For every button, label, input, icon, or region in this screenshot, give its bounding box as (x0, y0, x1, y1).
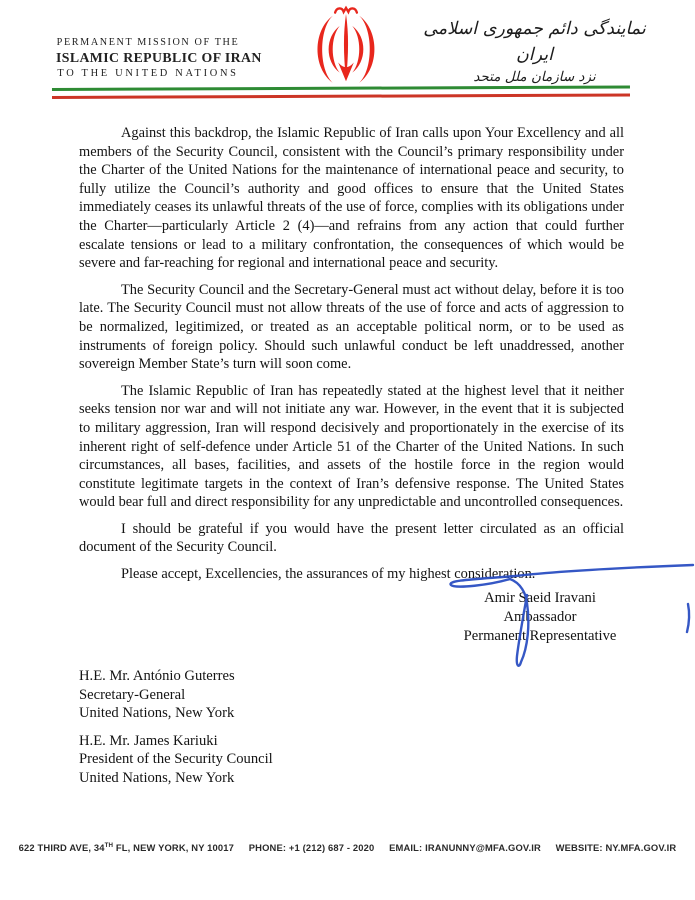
signer-name: Amir Saeid Iravani (484, 590, 596, 606)
mission-line-1: PERMANENT MISSION OF THE (56, 37, 240, 48)
letter-body (79, 124, 624, 592)
addressee-title: President of the Security Council (79, 751, 273, 768)
paragraph-2: The Security Council and the Secretary-General must act without delay, before it is too late. The Security Council must not allow threats of the use of force and acts of aggression to be normalized, legitimized, or treated as an acceptable political norm, or to be used as instruments of foreign policy. Should such unlawful conduct be left unaddressed, another sovereign Member State’s turn will soon come. (79, 281, 624, 373)
addressee-secretary-general (79, 667, 273, 723)
addressee-title: Secretary-General (79, 686, 186, 703)
footer-website: WEBSITE: NY.MFA.GOV.IR (555, 842, 677, 853)
mission-name-farsi-block (422, 16, 647, 85)
rule-red (52, 93, 630, 99)
addressee-security-council-president (79, 732, 273, 788)
mission-line-2: ISLAMIC REPUBLIC OF IRAN (56, 50, 262, 65)
mission-name-block (56, 37, 262, 79)
signer-title-1: Ambassador (503, 609, 577, 625)
letterhead-footer (0, 842, 695, 853)
paragraph-1: Against this backdrop, the Islamic Republic of Iran calls upon Your Excellency and all members of the Security Council, consistent with the Council’s primary responsibility under the Charter of the United Nations for the maintenance of international peace and security, to fully utilize the Council’s authority and good offices to ensure that the United States immediately ceases its unlawful threats of the use of force, complies with its obligations under the Charter—particularly Article 2 (4)—and refrains from any action that could further escalate tensions or lead to a military confrontation, the consequences of which would be severe and far-reaching for regional and international peace and security. (79, 125, 624, 272)
footer-address: 622 THIRD AVE, 34TH FL, NEW YORK, NY 10017 (18, 842, 235, 853)
farsi-line-2: نزد سازمان ملل متحد (473, 68, 596, 85)
rule-green (52, 85, 630, 91)
addressee-name: H.E. Mr. António Guterres (79, 668, 235, 684)
addressee-list (79, 667, 273, 797)
farsi-line-1: نمایندگی دائم جمهوری اسلامی ایران (423, 19, 646, 66)
footer-address-ordinal: TH (104, 842, 114, 849)
signer-title-2: Permanent Representative (463, 628, 617, 644)
addressee-location: United Nations, New York (79, 705, 235, 722)
paragraph-5: Please accept, Excellencies, the assurances of my highest consideration. (121, 566, 536, 583)
mission-line-3: TO THE UNITED NATIONS (57, 68, 239, 79)
signature-block (450, 589, 630, 646)
paragraph-4: I should be grateful if you would have the present letter circulated as an official document of the Security Council. (79, 520, 624, 556)
footer-phone: PHONE: +1 (212) 687 - 2020 (248, 842, 375, 853)
iran-emblem-icon (307, 5, 385, 92)
footer-email: EMAIL: IRANUNNY@MFA.GOV.IR (389, 842, 541, 853)
letterhead-rule (52, 85, 630, 99)
addressee-name: H.E. Mr. James Kariuki (79, 732, 218, 749)
addressee-location: United Nations, New York (79, 769, 235, 786)
paragraph-3: The Islamic Republic of Iran has repeatedly stated at the highest level that it neither seeks tension nor war and will not initiate any war. However, in the event that it is subjected to military aggression, Iran will respond decisively and proportionately in the exercise of its inherent right of self-defence under Article 51 of the Charter of the United Nations. In such circumstances, all bases, facilities, and assets of the hostile force in the region would constitute legitimate targets in the context of Iran’s defensive response. The United States would bear full and direct responsibility for any unpredictable and uncontrolled consequences. (79, 382, 624, 511)
